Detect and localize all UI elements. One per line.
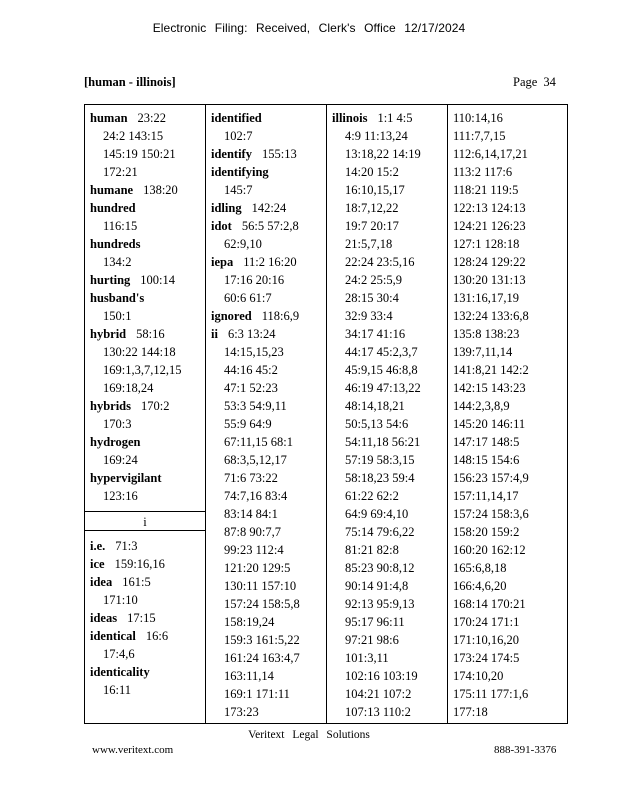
index-continuation xyxy=(85,307,205,325)
index-continuation xyxy=(206,379,326,397)
page-line-refs: 130:11 157:10 xyxy=(224,579,297,593)
index-continuation xyxy=(206,523,326,541)
index-continuation xyxy=(448,577,567,595)
index-continuation xyxy=(327,145,447,163)
page-line-refs: 128:24 129:22 xyxy=(453,255,526,269)
index-continuation xyxy=(206,127,326,145)
index-continuation xyxy=(85,127,205,145)
index-continuation xyxy=(327,217,447,235)
page-line-refs: 23:22 xyxy=(137,111,167,125)
page-line-refs: 116:15 xyxy=(103,219,138,233)
index-word: idea xyxy=(90,575,113,589)
page-line-refs: 24:2 25:5,9 xyxy=(345,273,402,287)
page-number-value: 34 xyxy=(543,75,556,89)
index-continuation xyxy=(448,523,567,541)
index-continuation xyxy=(85,451,205,469)
page-line-refs: 177:18 xyxy=(453,705,488,719)
index-continuation xyxy=(448,397,567,415)
index-word: ideas xyxy=(90,611,118,625)
index-entry xyxy=(85,397,205,415)
index-continuation xyxy=(448,469,567,487)
page-line-refs: 173:23 xyxy=(224,705,259,719)
index-continuation xyxy=(85,645,205,663)
index-continuation xyxy=(448,199,567,217)
page-line-refs: 17:15 xyxy=(127,611,156,625)
page-line-refs: 166:4,6,20 xyxy=(453,579,507,593)
page-line-refs: 53:3 54:9,11 xyxy=(224,399,287,413)
index-continuation xyxy=(206,271,326,289)
page-line-refs: 127:1 128:18 xyxy=(453,237,520,251)
index-word: iepa xyxy=(211,255,234,269)
page-line-refs: 55:9 64:9 xyxy=(224,417,272,431)
page-line-refs: 142:15 143:23 xyxy=(453,381,526,395)
page-line-refs: 71:6 73:22 xyxy=(224,471,278,485)
page-line-refs: 148:15 154:6 xyxy=(453,453,520,467)
page-line-refs: 58:16 xyxy=(136,327,165,341)
index-word: hurting xyxy=(90,273,131,287)
index-continuation xyxy=(85,487,205,505)
index-continuation xyxy=(327,199,447,217)
index-word: identifying xyxy=(211,165,269,179)
index-continuation xyxy=(448,109,567,127)
index-entry xyxy=(85,289,205,307)
index-word: hundreds xyxy=(90,237,141,251)
page-line-refs: 102:7 xyxy=(224,129,253,143)
index-continuation xyxy=(448,451,567,469)
index-word: identify xyxy=(211,147,252,161)
page-line-refs: 6:3 13:24 xyxy=(227,327,276,341)
index-continuation xyxy=(448,631,567,649)
page-line-refs: 4:9 11:13,24 xyxy=(345,129,408,143)
page-line-refs: 104:21 107:2 xyxy=(345,687,412,701)
page-line-refs: 45:9,15 46:8,8 xyxy=(345,363,418,377)
page-line-refs: 60:6 61:7 xyxy=(224,291,272,305)
index-continuation xyxy=(327,685,447,703)
page-line-refs: 57:19 58:3,15 xyxy=(345,453,415,467)
page-line-refs: 156:23 157:4,9 xyxy=(453,471,529,485)
index-continuation xyxy=(448,361,567,379)
page-line-refs: 92:13 95:9,13 xyxy=(345,597,415,611)
index-continuation xyxy=(327,415,447,433)
page-line-refs: 34:17 41:16 xyxy=(345,327,406,341)
index-entry xyxy=(206,109,326,127)
index-word: ignored xyxy=(211,309,252,323)
index-continuation xyxy=(448,253,567,271)
page-line-refs: 169:24 xyxy=(103,453,138,467)
index-continuation xyxy=(206,703,326,721)
index-entry xyxy=(85,199,205,217)
page-line-refs: 64:9 69:4,10 xyxy=(345,507,409,521)
page-line-refs: 161:5 xyxy=(122,575,151,589)
page-line-refs: 58:18,23 59:4 xyxy=(345,471,415,485)
page-line-refs: 44:16 45:2 xyxy=(224,363,278,377)
index-continuation xyxy=(206,577,326,595)
index-word: husband's xyxy=(90,291,145,305)
page-line-refs: 155:13 xyxy=(261,147,297,161)
index-continuation xyxy=(448,667,567,685)
index-entry xyxy=(206,163,326,181)
page-line-refs: 130:20 131:13 xyxy=(453,273,526,287)
index-entry xyxy=(206,199,326,217)
page-line-refs: 47:1 52:23 xyxy=(224,381,278,395)
page-line-refs: 173:24 174:5 xyxy=(453,651,520,665)
page-line-refs: 145:20 146:11 xyxy=(453,417,526,431)
index-continuation xyxy=(85,415,205,433)
page-line-refs: 144:2,3,8,9 xyxy=(453,399,510,413)
page-line-refs: 118:6,9 xyxy=(261,309,300,323)
index-entry xyxy=(85,235,205,253)
index-continuation xyxy=(327,469,447,487)
index-continuation xyxy=(327,343,447,361)
page-line-refs: 139:7,11,14 xyxy=(453,345,513,359)
page-line-refs: 83:14 84:1 xyxy=(224,507,278,521)
index-continuation xyxy=(206,289,326,307)
page-line-refs: 71:3 xyxy=(115,539,138,553)
index-continuation xyxy=(85,681,205,699)
index-continuation xyxy=(327,235,447,253)
index-continuation xyxy=(206,505,326,523)
index-entry xyxy=(85,109,205,127)
page-line-refs: 134:2 xyxy=(103,255,132,269)
page-line-refs: 56:5 57:2,8 xyxy=(241,219,299,233)
page-line-refs: 90:14 91:4,8 xyxy=(345,579,409,593)
index-continuation xyxy=(327,127,447,145)
page-line-refs: 16:10,15,17 xyxy=(345,183,405,197)
page-line-refs: 169:18,24 xyxy=(103,381,154,395)
page-line-refs: 124:21 126:23 xyxy=(453,219,526,233)
index-entry xyxy=(85,271,205,289)
index-word: illinois xyxy=(332,111,368,125)
page-line-refs: 130:22 144:18 xyxy=(103,345,176,359)
index-continuation xyxy=(85,145,205,163)
page-line-refs: 14:15,15,23 xyxy=(224,345,284,359)
page-line-refs: 24:2 143:15 xyxy=(103,129,164,143)
page-line-refs: 48:14,18,21 xyxy=(345,399,405,413)
page-line-refs: 100:14 xyxy=(140,273,176,287)
page-line-refs: 81:21 82:8 xyxy=(345,543,399,557)
page-line-refs: 85:23 90:8,12 xyxy=(345,561,415,575)
index-entry xyxy=(85,627,205,645)
index-continuation xyxy=(327,487,447,505)
page-line-refs: 118:21 119:5 xyxy=(453,183,519,197)
index-word: identical xyxy=(90,629,136,643)
index-column-4 xyxy=(448,105,567,723)
index-continuation xyxy=(206,613,326,631)
index-continuation xyxy=(448,559,567,577)
page-line-refs: 107:13 110:2 xyxy=(345,705,411,719)
page-line-refs: 18:7,12,22 xyxy=(345,201,399,215)
index-word: hybrid xyxy=(90,327,127,341)
index-continuation xyxy=(448,343,567,361)
page-line-refs: 67:11,15 68:1 xyxy=(224,435,293,449)
index-word: human xyxy=(90,111,128,125)
index-continuation xyxy=(448,595,567,613)
page-line-refs: 141:8,21 142:2 xyxy=(453,363,529,377)
page-line-refs: 169:1 171:11 xyxy=(224,687,290,701)
page-line-refs: 21:5,7,18 xyxy=(345,237,393,251)
page-line-refs: 158:20 159:2 xyxy=(453,525,520,539)
page-line-refs: 16:6 xyxy=(145,629,169,643)
page-line-refs: 159:3 161:5,22 xyxy=(224,633,300,647)
index-continuation xyxy=(85,217,205,235)
page-line-refs: 32:9 33:4 xyxy=(345,309,393,323)
index-entry xyxy=(85,181,205,199)
page-line-refs: 169:1,3,7,12,15 xyxy=(103,363,182,377)
index-continuation xyxy=(448,487,567,505)
index-entry xyxy=(206,325,326,343)
page-line-refs: 172:21 xyxy=(103,165,138,179)
index-word: humane xyxy=(90,183,134,197)
index-word: hydrogen xyxy=(90,435,141,449)
index-continuation xyxy=(448,163,567,181)
page-line-refs: 62:9,10 xyxy=(224,237,262,251)
index-word: identicality xyxy=(90,665,150,679)
index-continuation xyxy=(448,235,567,253)
index-continuation xyxy=(206,361,326,379)
page-line-refs: 171:10 xyxy=(103,593,138,607)
page-line-refs: 54:11,18 56:21 xyxy=(345,435,421,449)
page-line-refs: 123:16 xyxy=(103,489,138,503)
index-column-1 xyxy=(85,105,206,723)
index-continuation xyxy=(85,591,205,609)
index-entry xyxy=(85,433,205,451)
page-line-refs: 13:18,22 14:19 xyxy=(345,147,421,161)
index-continuation xyxy=(85,253,205,271)
index-word: ii xyxy=(211,327,218,341)
page-line-refs: 11:2 16:20 xyxy=(243,255,297,269)
index-continuation xyxy=(206,469,326,487)
page-line-refs: 170:2 xyxy=(141,399,170,413)
index-continuation xyxy=(327,379,447,397)
index-continuation xyxy=(206,595,326,613)
index-word: idot xyxy=(211,219,232,233)
page-line-refs: 1:1 4:5 xyxy=(377,111,413,125)
index-continuation xyxy=(327,433,447,451)
page-line-refs: 168:14 170:21 xyxy=(453,597,526,611)
index-word: idling xyxy=(211,201,242,215)
filing-stamp: Electronic Filing: Received, Clerk's Office 12/17/2024 xyxy=(152,21,466,35)
page-line-refs: 158:19,24 xyxy=(224,615,275,629)
index-continuation xyxy=(448,307,567,325)
index-continuation xyxy=(85,361,205,379)
footer-company: Veritext Legal Solutions xyxy=(248,729,370,741)
index-word: hypervigilant xyxy=(90,471,162,485)
page-label: Page xyxy=(513,75,538,89)
page-line-refs: 99:23 112:4 xyxy=(224,543,284,557)
page-line-refs: 61:22 62:2 xyxy=(345,489,399,503)
page-line-refs: 138:20 xyxy=(143,183,178,197)
index-continuation xyxy=(85,343,205,361)
index-continuation xyxy=(206,559,326,577)
index-entry xyxy=(85,609,205,627)
index-column-2 xyxy=(206,105,327,723)
index-continuation xyxy=(327,649,447,667)
page-line-refs: 150:1 xyxy=(103,309,132,323)
page-line-refs: 50:5,13 54:6 xyxy=(345,417,409,431)
index-continuation xyxy=(206,397,326,415)
index-continuation xyxy=(448,145,567,163)
page-line-refs: 74:7,16 83:4 xyxy=(224,489,288,503)
index-continuation xyxy=(327,361,447,379)
index-continuation xyxy=(206,649,326,667)
index-continuation xyxy=(327,307,447,325)
index-entry xyxy=(85,469,205,487)
index-continuation xyxy=(448,433,567,451)
page-line-refs: 122:13 124:13 xyxy=(453,201,526,215)
page-line-refs: 101:3,11 xyxy=(345,651,389,665)
page-line-refs: 170:24 171:1 xyxy=(453,615,520,629)
index-continuation xyxy=(448,505,567,523)
footer-phone: 888-391-3376 xyxy=(494,744,557,756)
index-entry xyxy=(327,109,447,127)
index-continuation xyxy=(327,523,447,541)
index-continuation xyxy=(448,685,567,703)
index-continuation xyxy=(206,433,326,451)
page-line-refs: 121:20 129:5 xyxy=(224,561,291,575)
index-entry xyxy=(85,555,205,573)
page-line-refs: 95:17 96:11 xyxy=(345,615,405,629)
index-word: hybrids xyxy=(90,399,131,413)
index-continuation xyxy=(206,487,326,505)
page-line-refs: 68:3,5,12,17 xyxy=(224,453,287,467)
page-line-refs: 142:24 xyxy=(251,201,287,215)
page-line-refs: 165:6,8,18 xyxy=(453,561,507,575)
page-line-refs: 160:20 162:12 xyxy=(453,543,526,557)
page-line-refs: 110:14,16 xyxy=(453,111,503,125)
page-line-refs: 135:8 138:23 xyxy=(453,327,520,341)
index-continuation xyxy=(448,613,567,631)
page-line-refs: 102:16 103:19 xyxy=(345,669,418,683)
page-line-refs: 28:15 30:4 xyxy=(345,291,399,305)
index-continuation xyxy=(327,559,447,577)
index-word: hundred xyxy=(90,201,136,215)
page-line-refs: 147:17 148:5 xyxy=(453,435,520,449)
page-line-refs: 111:7,7,15 xyxy=(453,129,506,143)
page-line-refs: 14:20 15:2 xyxy=(345,165,399,179)
page-line-refs: 113:2 117:6 xyxy=(453,165,513,179)
index-continuation xyxy=(327,703,447,721)
index-continuation xyxy=(327,253,447,271)
index-continuation xyxy=(327,163,447,181)
letter-divider-i: i xyxy=(85,511,205,531)
index-word: identified xyxy=(211,111,262,125)
page-line-refs: 170:3 xyxy=(103,417,132,431)
index-continuation xyxy=(327,667,447,685)
index-entry xyxy=(85,573,205,591)
index-table xyxy=(84,104,568,724)
page-line-refs: 112:6,14,17,21 xyxy=(453,147,528,161)
page-line-refs: 163:11,14 xyxy=(224,669,274,683)
index-continuation xyxy=(448,415,567,433)
index-continuation xyxy=(206,685,326,703)
page-number xyxy=(513,75,556,90)
index-continuation xyxy=(448,217,567,235)
page-line-refs: 161:24 163:4,7 xyxy=(224,651,300,665)
index-continuation xyxy=(448,127,567,145)
page-line-refs: 46:19 47:13,22 xyxy=(345,381,421,395)
index-continuation xyxy=(448,649,567,667)
index-word: i.e. xyxy=(90,539,106,553)
page-line-refs: 87:8 90:7,7 xyxy=(224,525,281,539)
page-line-refs: 157:24 158:5,8 xyxy=(224,597,300,611)
index-continuation xyxy=(448,541,567,559)
page-line-refs: 175:11 177:1,6 xyxy=(453,687,529,701)
index-continuation xyxy=(206,541,326,559)
index-continuation xyxy=(206,451,326,469)
page-line-refs: 75:14 79:6,22 xyxy=(345,525,415,539)
index-continuation xyxy=(448,181,567,199)
index-continuation xyxy=(206,235,326,253)
index-continuation xyxy=(327,181,447,199)
index-word: ice xyxy=(90,557,105,571)
page-line-refs: 17:4,6 xyxy=(103,647,135,661)
index-continuation xyxy=(327,289,447,307)
index-continuation xyxy=(206,667,326,685)
page-line-refs: 171:10,16,20 xyxy=(453,633,519,647)
index-continuation xyxy=(448,379,567,397)
page-line-refs: 132:24 133:6,8 xyxy=(453,309,529,323)
index-continuation xyxy=(327,397,447,415)
index-entry xyxy=(206,307,326,325)
index-continuation xyxy=(327,541,447,559)
index-continuation xyxy=(206,631,326,649)
page-line-refs: 22:24 23:5,16 xyxy=(345,255,415,269)
index-continuation xyxy=(206,181,326,199)
index-continuation xyxy=(327,613,447,631)
index-entry xyxy=(85,537,205,555)
page-line-refs: 97:21 98:6 xyxy=(345,633,399,647)
index-continuation xyxy=(448,271,567,289)
page-line-refs: 19:7 20:17 xyxy=(345,219,399,233)
page-line-refs: 174:10,20 xyxy=(453,669,504,683)
index-continuation xyxy=(327,451,447,469)
index-continuation xyxy=(327,505,447,523)
page-line-refs: 157:11,14,17 xyxy=(453,489,519,503)
footer-website: www.veritext.com xyxy=(92,744,174,756)
page-line-refs: 16:11 xyxy=(103,683,132,697)
page-line-refs: 145:7 xyxy=(224,183,253,197)
page-line-refs: 17:16 20:16 xyxy=(224,273,285,287)
page-line-refs: 145:19 150:21 xyxy=(103,147,176,161)
index-continuation xyxy=(85,163,205,181)
index-continuation xyxy=(206,415,326,433)
index-continuation xyxy=(206,343,326,361)
index-entry xyxy=(85,325,205,343)
index-entry xyxy=(85,663,205,681)
index-continuation xyxy=(327,595,447,613)
page-line-refs: 157:24 158:3,6 xyxy=(453,507,529,521)
index-continuation xyxy=(448,289,567,307)
index-continuation xyxy=(327,577,447,595)
index-continuation xyxy=(327,631,447,649)
page-line-refs: 44:17 45:2,3,7 xyxy=(345,345,418,359)
index-range: [human - illinois] xyxy=(84,75,176,89)
index-entry xyxy=(206,253,326,271)
index-column-3 xyxy=(327,105,448,723)
index-continuation xyxy=(448,703,567,721)
index-continuation xyxy=(327,325,447,343)
index-continuation xyxy=(85,379,205,397)
page-line-refs: 131:16,17,19 xyxy=(453,291,519,305)
index-entry xyxy=(206,217,326,235)
index-entry xyxy=(206,145,326,163)
page-line-refs: 159:16,16 xyxy=(114,557,165,571)
index-continuation xyxy=(448,325,567,343)
index-continuation xyxy=(327,271,447,289)
